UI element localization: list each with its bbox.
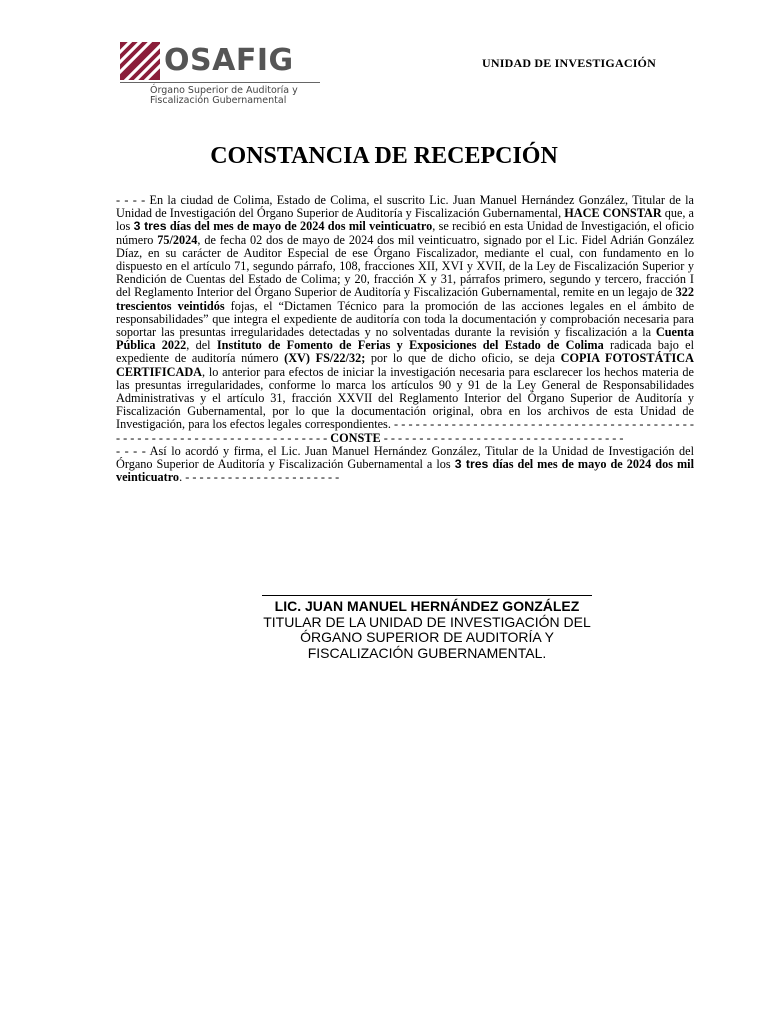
logo-subtitle — [150, 86, 298, 106]
text-fragment: por lo que de dicho oficio, se deja — [365, 351, 561, 366]
logo-subtitle-line1: Órgano Superior de Auditoría y — [150, 85, 298, 96]
text-fragment: , se recibió en esta Unidad de Investigación, el oficio número — [116, 219, 694, 247]
signer-title-line3: FISCALIZACIÓN GUBERNAMENTAL. — [307, 644, 547, 661]
text-fragment: , del — [186, 338, 217, 353]
signer-title-line2: ÓRGANO SUPERIOR DE AUDITORÍA Y — [300, 629, 554, 645]
text-fragment: . - - - - - - - - - - - - - - - - - - - - - - — [179, 470, 340, 485]
bold-fragment: días del mes de mayo de 2024 dos mil veinticuatro — [166, 219, 433, 234]
paragraph-firma — [116, 445, 694, 485]
signature-block — [252, 595, 602, 661]
text-fragment: fojas, el “Dictamen Técnico para la promoción de las acciones legales en el ámbito de responsabilidades” que integra el expediente de auditoría con toda la documentación y comprobación necesaria para soportar las presuntas irregularidades detectadas y no solventadas durante la revisión y fiscalización a la — [116, 298, 695, 340]
text-fragment: que, a los — [116, 206, 694, 234]
text-fragment: radicada bajo el expediente de auditoría número — [116, 338, 694, 366]
bold-fragment: Cuenta Pública 2022 — [116, 325, 694, 353]
signer-title-line1: TITULAR DE LA UNIDAD DE INVESTIGACIÓN DEL — [263, 613, 591, 630]
bold-fragment: días del mes de mayo de 2024 dos mil veinticuatro — [116, 457, 694, 485]
bold-fragment: 3 tres — [454, 457, 489, 472]
unit-heading: UNIDAD DE INVESTIGACIÓN — [482, 56, 656, 70]
osafig-mark-icon — [120, 42, 160, 80]
bold-fragment: Instituto de Fomento de Ferias y Exposiciones del Estado de Colima — [216, 338, 604, 353]
document-title: CONSTANCIA DE RECEPCIÓN — [210, 143, 558, 169]
bold-fragment: HACE CONSTAR — [564, 206, 662, 221]
signer-name: LIC. JUAN MANUEL HERNÁNDEZ GONZÁLEZ — [274, 598, 580, 614]
osafig-logo — [120, 42, 320, 106]
text-fragment: - - - - En la ciudad de Colima, Estado de Colima, el suscrito Lic. Juan Manuel Hernández González, Titular de la Unidad de Investigación del Órgano Superior de Auditoría y Fiscalización Gubernamental, — [116, 193, 694, 221]
text-fragment: , de fecha 02 dos de mayo de 2024 dos mil veinticuatro, signado por el Lic. Fidel Adrián González Díaz, en su carácter de Auditor Especial de ese Órgano Fiscalizador, mediante el cual, con fundamento en lo dispuesto en el artículo 71, segundo párrafo, 108, fracciones XII, XVI y XVII, de la Ley de Fiscalización Superior y Rendición de Cuentas del Estado de Colima; y 20, fracción X y 31, párrafos primero, segundo y tercero, fracción I del Reglamento Interior del Órgano Superior de Auditoría y Fiscalización Gubernamental, remite en un legajo de — [116, 232, 695, 300]
bold-fragment: (XV) FS/22/32; — [284, 351, 366, 366]
logo-divider — [120, 82, 320, 83]
bold-fragment: 3 tres — [133, 219, 167, 234]
document-body — [116, 194, 694, 484]
text-fragment: , lo anterior para efectos de iniciar la investigación necesaria para esclarecer los hechos materia de las presuntas irregularidades, conforme lo marca los artículos 90 y 91 de la Ley General de Responsabilidades Administrativas y el artículo 31, fracción XXVII del Reglamento Interior del Órgano Superior de Auditoría y Fiscalización Gubernamental, por lo que la documentación original, obra en los archivos de esta Unidad de Investigación, para los efectos legales correspondientes. - - - - - - - - - - - - - - - - - - - - - - - - - - - - - - - - - - - - - - - - - - - - - - - - - - - - - - - - - - - - - - - - - - - - - - - - — [116, 364, 694, 445]
bold-fragment: 322 trescientos veintidós — [116, 285, 694, 313]
text-fragment: - - - - - - - - - - - - - - - - - - - - - - - - - - - - - - - - - - — [380, 430, 624, 445]
logo-subtitle-line2: Fiscalización Gubernamental — [150, 95, 287, 106]
text-fragment: - - - - Así lo acordó y firma, el Lic. Juan Manuel Hernández González, Titular de la Unidad de Investigación del Órgano Superior de Auditoría y Fiscalización Gubernamental a los — [116, 443, 694, 472]
logo-name: OSAFIG — [164, 43, 294, 78]
bold-fragment: CONSTE — [330, 430, 381, 445]
paragraph-constancia — [116, 194, 694, 445]
bold-fragment: COPIA FOTOSTÁTICA CERTIFICADA — [116, 351, 694, 379]
bold-fragment: 75/2024 — [157, 232, 198, 247]
signature-line — [262, 595, 592, 596]
